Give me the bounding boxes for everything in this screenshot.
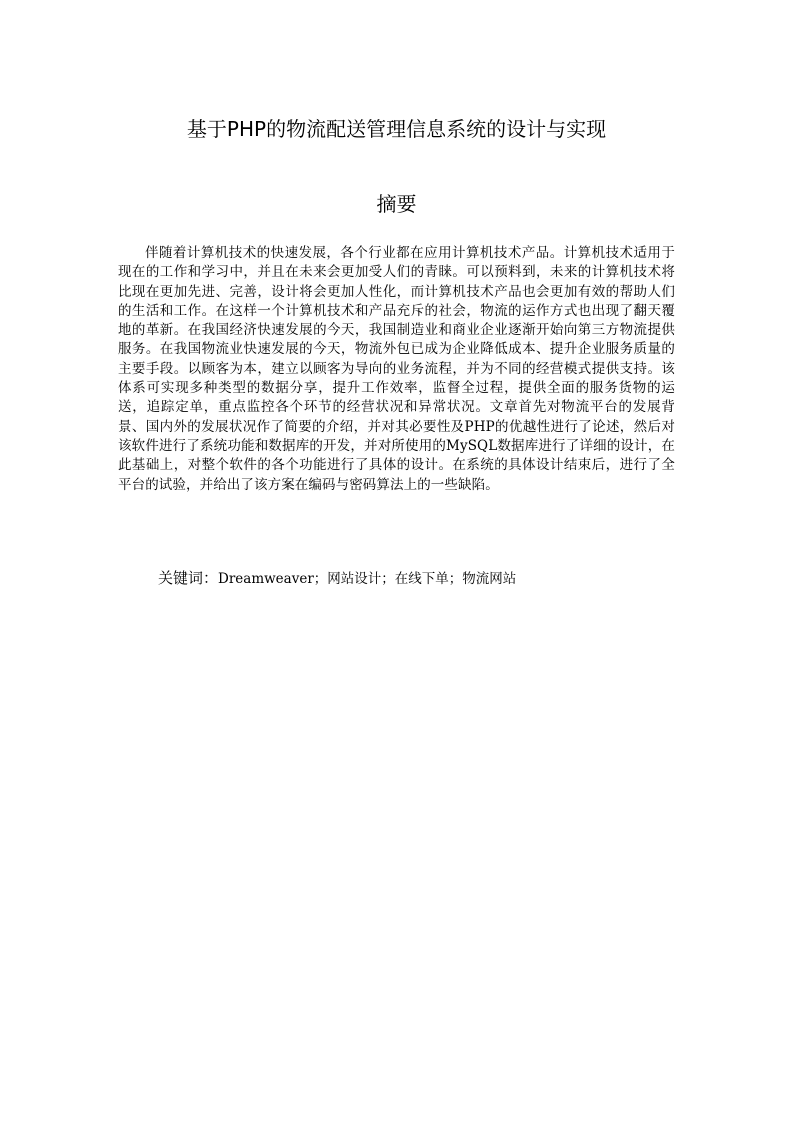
keywords-label: 关键词： — [158, 569, 219, 587]
keywords-text: Dreamweaver；网站设计；在线下单；物流网站 — [218, 571, 517, 587]
abstract-heading: 摘要 — [376, 192, 417, 216]
paper-title: 基于PHP的物流配送管理信息系统的设计与实现 — [186, 117, 607, 141]
abstract-body: 伴随着计算机技术的快速发展，各个行业都在应用计算机技术产品。计算机技术适用于现在的工作和学习中，并且在未来会更加受人们的青睐。可以预料到，未来的计算机技术将比现在更加先进、完善，设计将会更加人性化，而计算机技术产品也会更加有效的帮助人们的生活和工作。在这样一个计算机技术和产品充斥的社会，物流的运作方式也出现了翻天覆地的革新。在我国经济快速发展的今天，我国制造业和商业企业逐渐开始向第三方物流提供服务。在我国物流业快速发展的今天，物流外包已成为企业降低成本、提升企业服务质量的主要手段。以顾客为本，建立以顾客为导向的业务流程，并为不同的经营模式提供支持。该体系可实现多种类型的数据分享，提升工作效率，监督全过程，提供全面的服务货物的运送，追踪定单，重点监控各个环节的经营状况和异常状况。文章首先对物流平台的发展背景、国内外的发展状况作了简要的介绍，并对其必要性及PHP的优越性进行了论述，然后对该软件进行了系统功能和数据库的开发，并对所使用的MySQL数据库进行了详细的设计，在此基础上，对整个软件的各个功能进行了具体的设计。在系统的具体设计结束后，进行了全平台的试验，并给出了该方案在编码与密码算法上的一些缺陷。 — [118, 245, 675, 493]
keywords-line — [158, 568, 678, 589]
